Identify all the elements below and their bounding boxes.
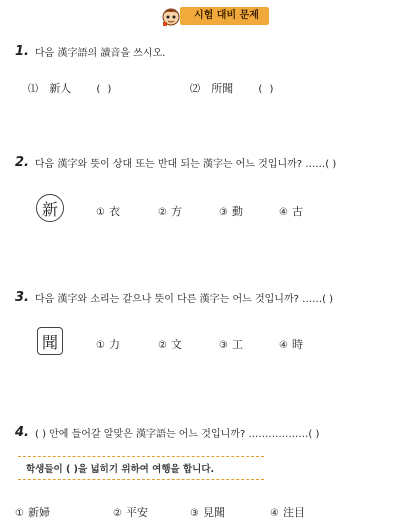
- mascot-icon: [160, 5, 182, 27]
- given-character: 聞: [37, 327, 63, 355]
- option-text: 工: [231, 338, 243, 351]
- section-header: [160, 6, 269, 26]
- option-text: 文: [170, 338, 182, 351]
- question-4: [15, 425, 319, 440]
- option-4: [270, 504, 305, 520]
- question-text: 다음 漢字와 소리는 같으나 뜻이 다른 漢字는 어느 것입니까? ……( ): [34, 294, 334, 305]
- option-text: 注目: [282, 506, 305, 519]
- option-mark: ④: [279, 207, 288, 218]
- item-mark: ⑴: [28, 84, 38, 95]
- question-number: 3.: [15, 290, 29, 305]
- option-mark: ③: [219, 340, 228, 351]
- question-number: 4.: [15, 425, 29, 440]
- given-character: 新: [36, 194, 64, 222]
- option-mark: ③: [219, 207, 228, 218]
- option-mark: ②: [113, 508, 122, 519]
- option-2: [113, 504, 148, 520]
- option-text: 時: [291, 338, 303, 351]
- q1-item-2: [190, 80, 275, 96]
- option-text: 方: [170, 205, 182, 218]
- item-word: 新人: [49, 82, 72, 95]
- option-text: 新婦: [27, 506, 50, 519]
- option-1: [96, 336, 120, 352]
- question-2: [15, 155, 336, 170]
- option-mark: ②: [158, 340, 167, 351]
- option-mark: ①: [96, 207, 105, 218]
- option-mark: ④: [279, 340, 288, 351]
- option-2: [158, 336, 182, 352]
- question-text: 다음 漢字語의 讀音을 쓰시오.: [34, 48, 166, 59]
- item-mark: ⑵: [190, 84, 200, 95]
- option-mark: ①: [15, 508, 24, 519]
- option-mark: ④: [270, 508, 279, 519]
- example-sentence: 학생들이 ( )을 넓히기 위하여 여행을 합니다.: [18, 456, 264, 480]
- option-1: [15, 504, 50, 520]
- option-text: 衣: [108, 205, 120, 218]
- option-text: 古: [291, 205, 303, 218]
- question-number: 2.: [15, 155, 29, 170]
- question-1: [15, 44, 165, 59]
- option-mark: ②: [158, 207, 167, 218]
- question-3: [15, 290, 333, 305]
- option-4: [279, 336, 303, 352]
- option-3: [219, 336, 243, 352]
- option-text: 平安: [125, 506, 148, 519]
- answer-blank: ( ): [258, 84, 276, 95]
- item-word: 所聞: [211, 82, 234, 95]
- option-text: 動: [231, 205, 243, 218]
- option-text: 力: [108, 338, 120, 351]
- option-2: [158, 203, 182, 219]
- q1-item-1: [28, 80, 113, 96]
- answer-blank: ( ): [96, 84, 114, 95]
- header-title: 시험 대비 문제: [180, 7, 269, 25]
- option-3: [219, 203, 243, 219]
- option-mark: ①: [96, 340, 105, 351]
- question-text: 다음 漢字와 뜻이 상대 또는 반대 되는 漢字는 어느 것입니까? ……( ): [34, 159, 337, 170]
- question-text: ( ) 안에 들어갈 알맞은 漢字語는 어느 것입니까? ………………( ): [34, 429, 320, 440]
- option-1: [96, 203, 120, 219]
- option-text: 見聞: [202, 506, 225, 519]
- question-number: 1.: [15, 44, 29, 59]
- option-mark: ③: [190, 508, 199, 519]
- option-4: [279, 203, 303, 219]
- option-3: [190, 504, 225, 520]
